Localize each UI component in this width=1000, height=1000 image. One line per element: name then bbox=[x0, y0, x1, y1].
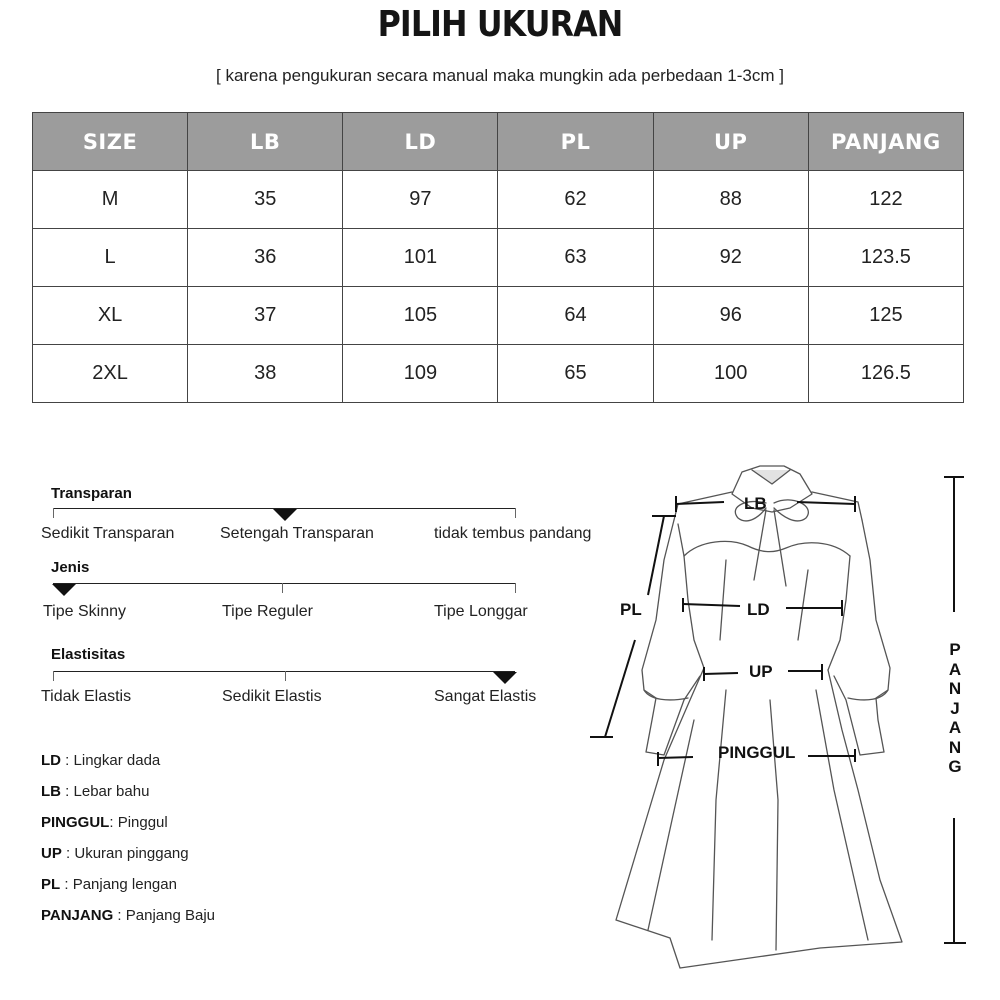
scale-option: tidak tembus pandang bbox=[434, 525, 592, 542]
legend-item-pl: PL : Panjang lengan bbox=[41, 876, 177, 893]
scale-option: Sedikit Transparan bbox=[41, 525, 175, 542]
cell-panjang: 126.5 bbox=[808, 345, 963, 403]
cell-pl: 62 bbox=[498, 171, 653, 229]
col-header-ld: LD bbox=[343, 113, 498, 171]
cell-lb: 35 bbox=[188, 171, 343, 229]
label-pinggul: PINGGUL bbox=[718, 743, 796, 762]
cell-pl: 65 bbox=[498, 345, 653, 403]
cell-pl: 64 bbox=[498, 287, 653, 345]
cell-panjang: 125 bbox=[808, 287, 963, 345]
cell-up: 92 bbox=[653, 229, 808, 287]
cell-ld: 101 bbox=[343, 229, 498, 287]
transparency-title: Transparan bbox=[51, 485, 132, 502]
scale-option: Sedikit Elastis bbox=[222, 688, 322, 705]
col-header-panjang: PANJANG bbox=[808, 113, 963, 171]
cell-size: 2XL bbox=[33, 345, 188, 403]
label-panjang-vertical: P A N J A N G bbox=[948, 640, 962, 776]
label-pl: PL bbox=[620, 600, 642, 619]
page-title: PILIH UKURAN bbox=[377, 4, 623, 45]
cell-lb: 38 bbox=[188, 345, 343, 403]
scale-option-selected: Setengah Transparan bbox=[220, 525, 374, 542]
col-header-pl: PL bbox=[498, 113, 653, 171]
scale-option-selected: Tipe Skinny bbox=[43, 603, 126, 620]
cell-size: XL bbox=[33, 287, 188, 345]
cell-up: 100 bbox=[653, 345, 808, 403]
legend-item-pinggul: PINGGUL: Pinggul bbox=[41, 814, 168, 831]
fit-type-title: Jenis bbox=[51, 559, 90, 576]
legend-item-ld: LD : Lingkar dada bbox=[41, 752, 161, 769]
label-ld: LD bbox=[747, 600, 770, 619]
col-header-lb: LB bbox=[188, 113, 343, 171]
scale-option: Tidak Elastis bbox=[41, 688, 132, 705]
cell-ld: 97 bbox=[343, 171, 498, 229]
elasticity-title: Elastisitas bbox=[51, 646, 126, 663]
cell-pl: 63 bbox=[498, 229, 653, 287]
cell-up: 88 bbox=[653, 171, 808, 229]
legend-item-panjang: PANJANG : Panjang Baju bbox=[41, 907, 215, 924]
cell-panjang: 123.5 bbox=[808, 229, 963, 287]
cell-size: L bbox=[33, 229, 188, 287]
label-lb: LB bbox=[744, 494, 767, 513]
cell-panjang: 122 bbox=[808, 171, 963, 229]
scale-option: Tipe Reguler bbox=[222, 603, 314, 620]
legend-item-lb: LB : Lebar bahu bbox=[41, 783, 150, 800]
scale-option-selected: Sangat Elastis bbox=[434, 688, 537, 705]
legend-item-up: UP : Ukuran pinggang bbox=[41, 845, 189, 862]
cell-lb: 37 bbox=[188, 287, 343, 345]
cell-size: M bbox=[33, 171, 188, 229]
scale-option: Tipe Longgar bbox=[434, 603, 528, 620]
col-header-up: UP bbox=[653, 113, 808, 171]
cell-ld: 105 bbox=[343, 287, 498, 345]
col-header-size: SIZE bbox=[33, 113, 188, 171]
measurement-note: [ karena pengukuran secara manual maka mungkin ada perbedaan 1-3cm ] bbox=[216, 66, 784, 85]
cell-up: 96 bbox=[653, 287, 808, 345]
cell-ld: 109 bbox=[343, 345, 498, 403]
cell-lb: 36 bbox=[188, 229, 343, 287]
label-up: UP bbox=[749, 662, 773, 681]
